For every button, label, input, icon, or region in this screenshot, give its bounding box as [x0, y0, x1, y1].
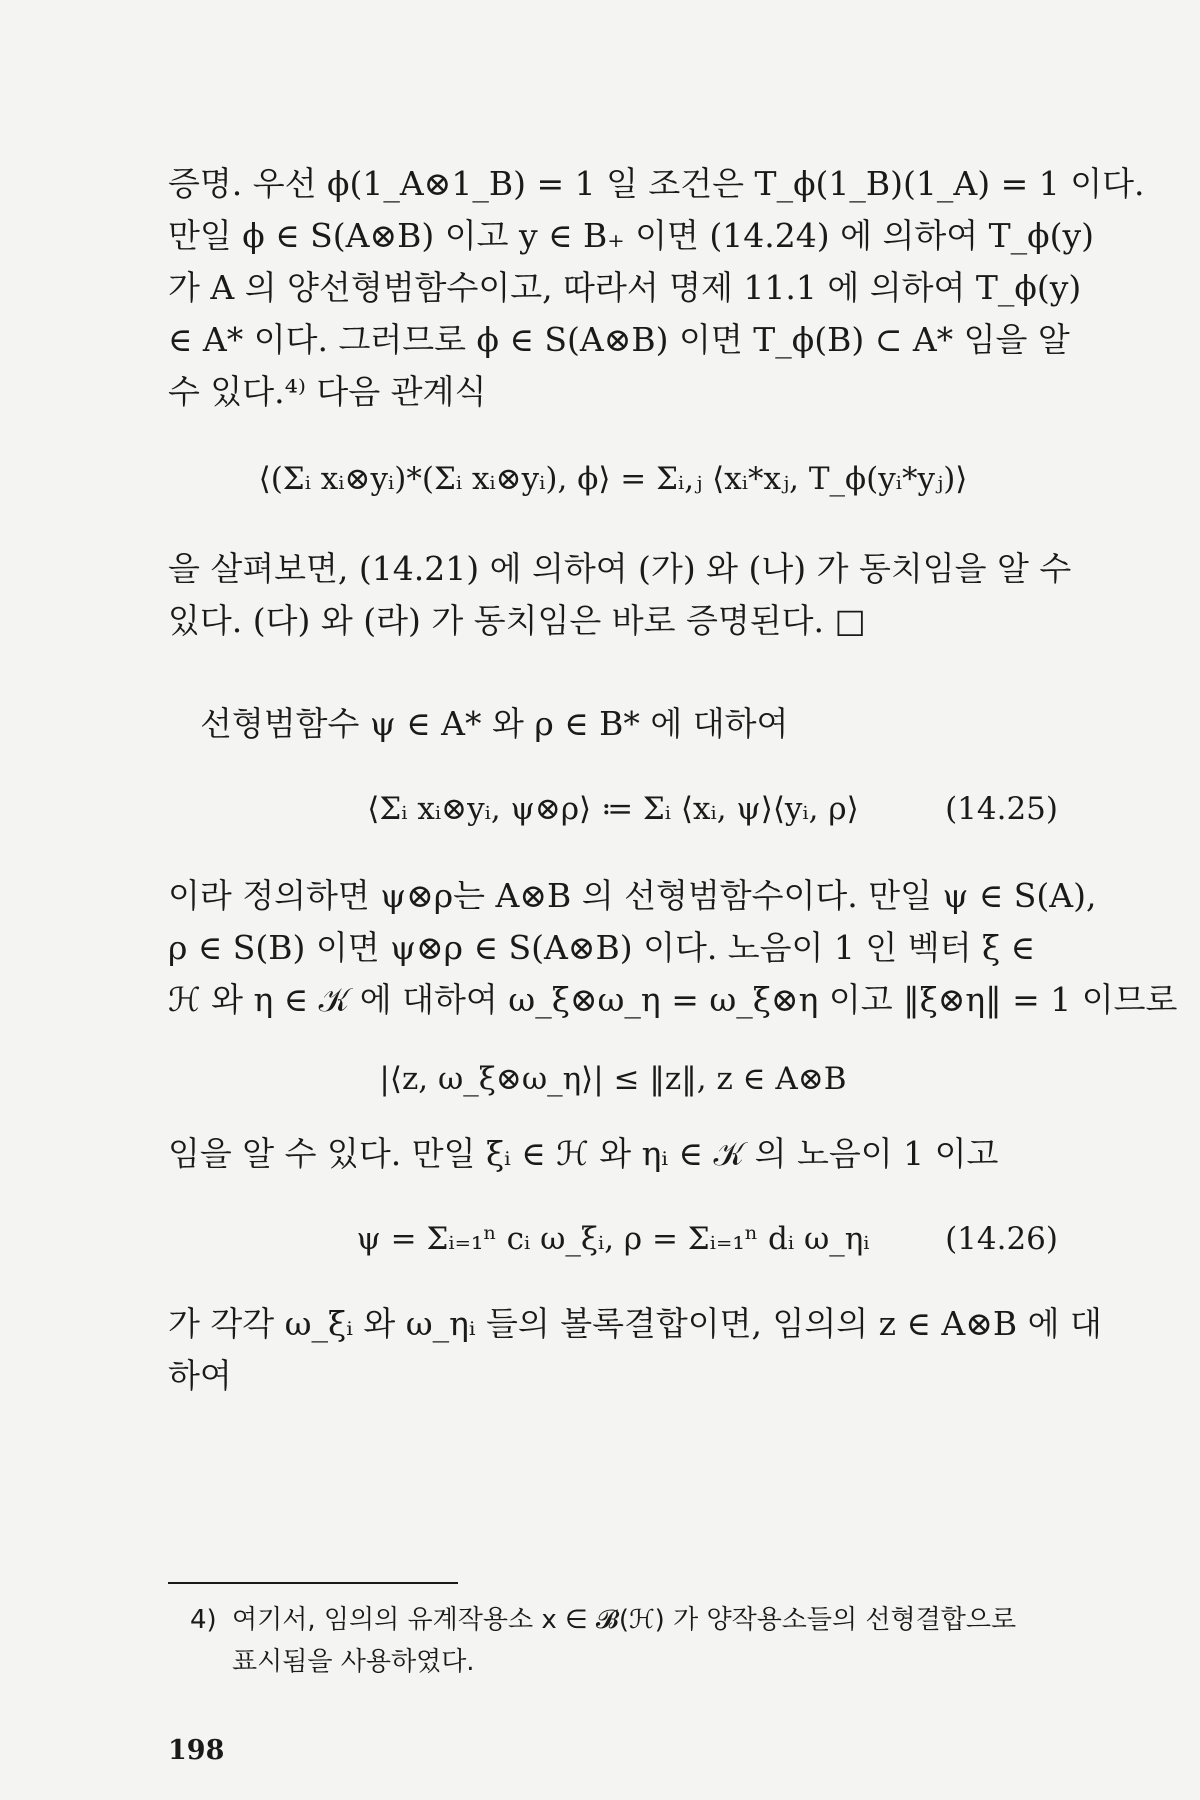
- text: 임을 알 수 있다. 만일 ξᵢ ∈ ℋ 와 ηᵢ ∈ 𝒦 의 노음이 1 이고: [168, 1134, 999, 1173]
- text-line: [168, 1352, 1058, 1400]
- text: ρ ∈ S(B) 이면 ψ⊗ρ ∈ S(A⊗B) 이다. 노음이 1 인 벡터 ξ ∈: [168, 928, 1036, 967]
- text-line: [168, 212, 1095, 260]
- text: 선형범함수 ψ ∈ A* 와 ρ ∈ B* 에 대하여: [200, 704, 789, 743]
- equation-formula: ψ = Σᵢ₌₁ⁿ cᵢ ω_ξᵢ, ρ = Σᵢ₌₁ⁿ dᵢ ω_ηᵢ: [356, 1221, 870, 1257]
- text-line: [168, 316, 1070, 364]
- equation-formula: ⟨(Σᵢ xᵢ⊗yᵢ)*(Σᵢ xᵢ⊗yᵢ), ϕ⟩ = Σᵢ,ⱼ ⟨xᵢ*xⱼ, T_ϕ(yᵢ*yⱼ)⟩: [258, 461, 968, 497]
- equation-formula: ⟨Σᵢ xᵢ⊗yᵢ, ψ⊗ρ⟩ ≔ Σᵢ ⟨xᵢ, ψ⟩⟨yᵢ, ρ⟩: [367, 791, 859, 827]
- text-line: [168, 160, 1145, 208]
- text-line: [168, 1300, 1102, 1348]
- text: 수 있다.⁴⁾ 다음 관계식: [168, 372, 487, 411]
- text: 이라 정의하면 ψ⊗ρ는 A⊗B 의 선형범함수이다. 만일 ψ ∈ S(A),: [168, 876, 1097, 915]
- text-line: [168, 597, 1058, 645]
- text: 하여: [168, 1356, 232, 1395]
- text-line: [168, 924, 1058, 972]
- text: ℋ 와 η ∈ 𝒦 에 대하여 ω_ξ⊗ω_η = ω_ξ⊗η 이고 ‖ξ⊗η‖ = 1 이므로: [168, 980, 1178, 1019]
- text-line: [168, 872, 1097, 920]
- text-line: [168, 368, 1058, 416]
- text: 만일 ϕ ∈ S(A⊗B) 이고 y ∈ B₊ 이면 (14.24) 에 의하여 T_ϕ(y): [168, 216, 1095, 255]
- text: 가 각각 ω_ξᵢ 와 ω_ηᵢ 들의 볼록결합이면, 임의의 z ∈ A⊗B 에 대: [168, 1304, 1102, 1343]
- text: 증명. 우선 ϕ(1_A⊗1_B) = 1 일 조건은 T_ϕ(1_B)(1_A) = 1 이다.: [168, 164, 1145, 203]
- text-line: [168, 976, 1178, 1024]
- page-number: 198: [168, 1735, 225, 1766]
- equation-number: (14.26): [945, 1221, 1058, 1257]
- footnote-marker: 4): [190, 1605, 217, 1635]
- footnote-line: 표시됨을 사용하였다.: [232, 1647, 475, 1677]
- text: 가 A 의 양선형범함수이고, 따라서 명제 11.1 에 의하여 T_ϕ(y): [168, 268, 1082, 307]
- paragraph-start: [200, 700, 1090, 748]
- footnote-line: 여기서, 임의의 유계작용소 x ∈ 𝓑(ℋ) 가 양작용소들의 선형결합으로: [232, 1605, 1017, 1635]
- text: 을 살펴보면, (14.21) 에 의하여 (가) 와 (나) 가 동치임을 알 수: [168, 549, 1072, 588]
- text: ∈ A* 이다. 그러므로 ϕ ∈ S(A⊗B) 이면 T_ϕ(B) ⊂ A* 임을 알: [168, 320, 1070, 359]
- text-line: [168, 264, 1082, 312]
- text-line: [168, 1130, 1058, 1178]
- equation-number: (14.25): [945, 791, 1058, 827]
- text: 있다. (다) 와 (라) 가 동치임은 바로 증명된다. □: [168, 601, 866, 640]
- footnote-divider: [168, 1582, 458, 1584]
- equation-formula: |⟨z, ω_ξ⊗ω_η⟩| ≤ ‖z‖, z ∈ A⊗B: [379, 1061, 847, 1097]
- text-line: [168, 545, 1072, 593]
